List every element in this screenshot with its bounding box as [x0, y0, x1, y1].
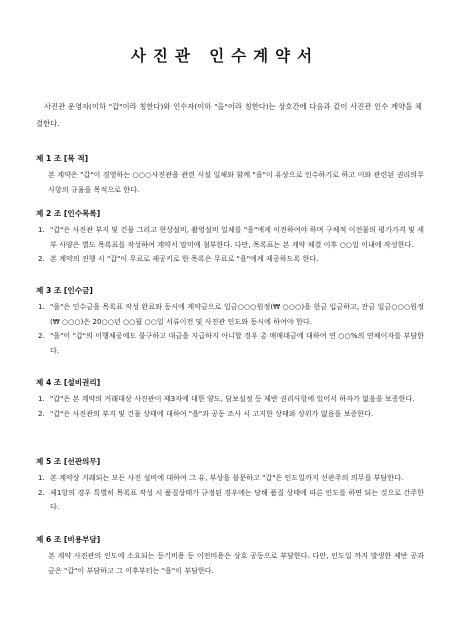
item-number: 1. [38, 225, 45, 234]
item-text: 본 계약의 진행 시 "갑"이 무료로 제공키로 한 목록은 무료로 "을"에게 제공하도록 한다. [50, 254, 319, 263]
section-article-3 [36, 284, 424, 358]
item-number: 2. [38, 331, 45, 340]
item-text: "갑"은 사진관 부지 및 건물 그리고 현상설비, 촬영설비 일체를 "을"에게 이전하여야 하며 구체적 이전물의 평가가격 및 세부 사양은 별도 목록표를 작성하여 계약서 말미에 첨부한다. 다만, 목록표는 본 계약 체결 이후 ○○일 이내에 작성한다. [50, 225, 424, 249]
item-number: 1. [38, 394, 45, 403]
item-text: "갑"은 사진관의 부지 및 건물 상태에 대하여 "을"과 공동 조사 시 고지한 상태와 상위가 없음을 보증한다. [50, 408, 374, 418]
item-number: 1. [38, 473, 45, 482]
item-text: 제1항의 경우 특별히 목록표 작성 시 품질상태가 규정된 경우에는 당해 품질 상태에 따른 인도를 하면 되는 것으로 간주한다. [50, 487, 424, 511]
article-3-item-1 [36, 300, 424, 329]
article-4-title: 제 4 조 [설비권리] [36, 378, 101, 387]
article-5-item-2 [36, 486, 424, 515]
article-6-title: 제 6 조 [비용부담] [36, 535, 101, 544]
section-article-6 [36, 533, 424, 578]
article-2-item-2 [36, 252, 424, 267]
item-number: 2. [38, 254, 45, 263]
article-2-title: 제 2 조 [인수목록] [36, 209, 101, 218]
item-text: "갑"은 본 계약의 거래대상 사진관이 제3자에 대한 양도, 담보설정 등 제반 권리사항에 있어서 하자가 없음을 보증한다. [50, 394, 415, 403]
article-1-text: 본 계약은 "갑"이 경영하는 ○○○사진관을 관련 시설 일체와 함께 "을"이 유상으로 인수하기로 하고 이와 관련된 권리의무 사항의 규율을 목적으로 한다. [48, 170, 424, 194]
article-3-item-2 [36, 329, 424, 358]
article-4-item-1 [36, 392, 424, 407]
article-5-title: 제 5 조 [선관의무] [36, 457, 101, 466]
item-text: 본 계약상 거래되는 모든 사진 설비에 대하여 그 유, 부상을 불문하고 "갑"은 인도일까지 선관주의 의무를 부담한다. [50, 473, 404, 482]
article-5-item-1 [36, 471, 424, 486]
item-text: "을"이 "갑"의 이행제공에도 불구하고 대금을 지급하지 아니할 경우 총 매매대금에 대하여 연 ○○%의 연체이자를 부담한다. [50, 331, 424, 355]
document-title: 사진관 인수계약서 [130, 46, 320, 65]
item-number: 2. [38, 408, 45, 418]
article-6-text: 본 계약 사진관의 인도에 소요되는 등기비용 등 이전비용은 상호 공동으로 부담한다. 다만, 인도일 까지 발생한 제반 공과금은 "갑"이 부담하고 그 이후부터는 "을"이 부담한다. [48, 551, 424, 575]
section-article-5 [36, 455, 424, 515]
section-article-4 [36, 376, 424, 421]
article-2-item-1 [36, 223, 424, 252]
article-4-item-2 [36, 407, 424, 422]
article-3-title: 제 3 조 [인수금] [36, 286, 93, 295]
article-1-title: 제 1 조 [목 적] [36, 154, 89, 163]
section-article-2 [36, 207, 424, 267]
intro-paragraph: 사진관 운영자(이하 "갑"이라 칭한다)와 인수자(이하 "을"이라 칭한다)는 상호간에 다음과 같이 사진관 인수 계약을 체결한다. [36, 102, 422, 128]
item-text: "을"은 인수금을 목록표 작성 완료와 동시에 계약금으로 일금○○○원정(₩ ○○○)을 현금 입금하고, 잔금 일금○○○원정(₩ ○○○)은 20○○년 ○○월 ○○일 서류이전 및 사진관 인도와 동시에 하여야 한다. [50, 302, 424, 326]
item-number: 1. [38, 302, 45, 311]
item-number: 2. [38, 487, 45, 497]
section-article-1 [36, 152, 424, 197]
